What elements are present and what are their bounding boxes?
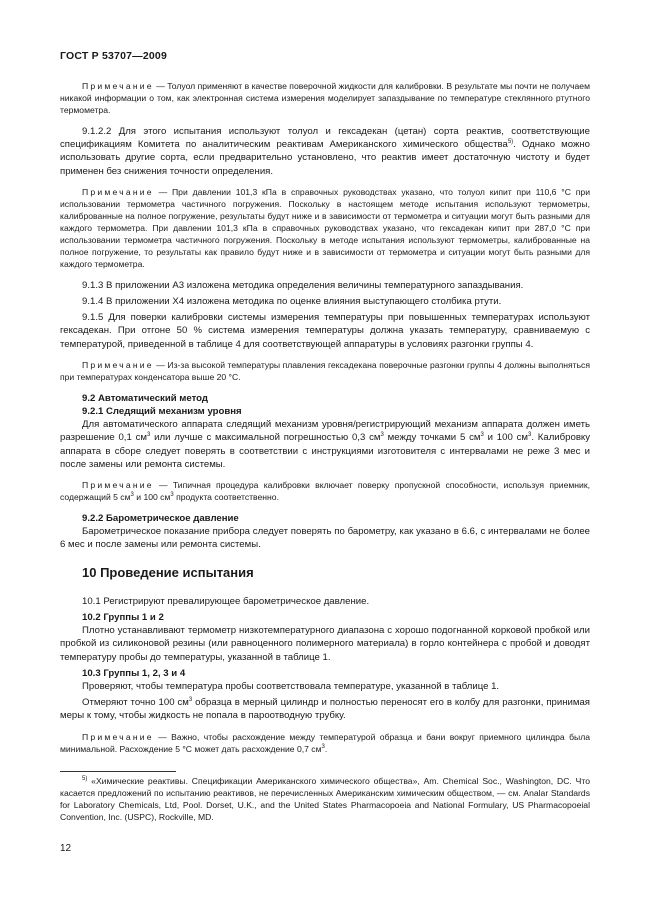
heading-10-3: 10.3 Группы 1, 2, 3 и 4 bbox=[82, 667, 186, 679]
heading-9-2-1: 9.2.1 Следящий механизм уровня bbox=[82, 406, 242, 418]
note-label: Примечание bbox=[82, 731, 154, 742]
document-header: ГОСТ Р 53707—2009 bbox=[60, 50, 168, 62]
paragraph-9-1-5: 9.1.5 Для поверки калибровки системы измерения температуры при повышенных температурах используют гексадекан. При отгоне 50 % система измерения температуры должна указать температуру, сравниваемую с температурой, приведенной в таблице 4 для соответствующей аппаратуры в условиях разгонки группы 4. bbox=[60, 312, 590, 350]
paragraph-10-1: 10.1 Регистрируют превалирующее барометрическое давление. bbox=[82, 595, 370, 607]
paragraph-9-1-2-2: 9.1.2.2 Для этого испытания используют толуол и гексадекан (цетан) сорта реактив, соответствующие спецификациям Комитета по аналитическим реактивам Американского химического общества$^{5)}$. Однако можно использовать другие сорта, если предварительно установлено, что реактив имеет достаточную чистоту и будет применен без снижения точности определения. bbox=[60, 126, 590, 177]
footnote-divider bbox=[60, 771, 176, 772]
heading-9-2-2: 9.2.2 Барометрическое давление bbox=[82, 513, 239, 525]
paragraph-9-1-4: 9.1.4 В приложении Х4 изложена методика по оценке влияния выступающего столбика ртути. bbox=[82, 296, 502, 308]
heading-10-2: 10.2 Группы 1 и 2 bbox=[82, 612, 164, 624]
note-2: Примечание — При давлении 101,3 кПа в справочных руководствах указано, что толуол кипит при 110,6 °С при использовании термометра частичного погружения. Поскольку в настоящем методе испытания используют термометры, калиброванные на полное погружение, результаты будут ниже и в зависимости от термометра и ситуации могут быть разными для каждого термометра. При давлении 101,3 кПа в справочных руководствах указано, что гексадекан кипит при 287,0 °С при использовании термометра частичного погружения. Поскольку в методе испытания используют термометры, калиброванные на полное погружение, то результаты как правило будут ниже и в зависимости от термометра и ситуации могут быть разными для каждого термометра. bbox=[60, 186, 590, 269]
footnote-mark: 5) bbox=[82, 776, 88, 782]
note-label: Примечание bbox=[82, 186, 154, 197]
note-4: Примечание — Типичная процедура калибровки включает поверку пропускной способности, используя приемник, содержащий 5 $см^3$ и 100 $см^3$ продукта соответственно. bbox=[60, 480, 590, 503]
page-content bbox=[60, 80, 590, 764]
note-label: Примечание bbox=[82, 81, 154, 91]
paragraph-9-2-2: Барометрическое показание прибора следует поверять по барометру, как указано в 6.6, с интервалами не более 6 мес и после замены или ремонта системы. bbox=[60, 526, 590, 551]
paragraph-9-1-3: 9.1.3 В приложении А3 изложена методика определения величины температурного запаздывания. bbox=[82, 279, 524, 291]
footnote-ref: 5) bbox=[507, 139, 514, 146]
paragraph-10-3-b: Отмеряют точно 100 $см^3$ образца в мерный цилиндр и полностью переносят его в колбу для разгонки, принимая меры к тому, чтобы жидкость не попала в пароотводную трубку. bbox=[60, 697, 590, 722]
note-1: Примечание — Толуол применяют в качестве поверочной жидкости для калибровки. В результате мы почти не получаем никакой информации о том, как электронная система измерения моделирует запаздывание по температуре стеклянного ртутного термометра. bbox=[60, 81, 590, 115]
footnote: $^{5)}$ «Химические реактивы. Спецификации Американского химического общества», Am. Chemical Soc., Washington, DC. Что касается предложений по испытанию реактивов, не перечисленных Американским химическим обществом, — см. Analar Standards for Laboratory Chemicals, Ltd, Pool. Dorset, U.K., and the United States Pharmacopoeia and National Formulary, US Pharmacopoeial Convention, Inc. (USPC), Rockville, MD. bbox=[60, 776, 590, 822]
heading-9-2: 9.2 Автоматический метод bbox=[82, 392, 208, 404]
note-3: Примечание — Из-за высокой температуры плавления гексадекана поверочные разгонки группы 4 должны выполняться при температурах конденсатора выше 20 °С. bbox=[60, 359, 590, 382]
section-heading-10: 10 Проведение испытания bbox=[82, 564, 254, 580]
paragraph-10-3-a: Проверяют, чтобы температура пробы соответствовала температуре, указанной в таблице 1. bbox=[82, 681, 500, 693]
note-5: Примечание — Важно, чтобы расхождение между температурой образца и бани вокруг приемного цилиндра была минимальной. Расхождение 5 °С может дать расхождение 0,7 $см^3$. bbox=[60, 731, 590, 754]
note-label: Примечание bbox=[82, 359, 154, 370]
note-label: Примечание bbox=[82, 480, 154, 491]
page-number: 12 bbox=[60, 843, 72, 854]
paragraph-9-2-1: Для автоматического аппарата следящий механизм уровня/регистрирующий механизм аппарата должен иметь разрешение 0,1 $см^3$ или лучше с максимальной погрешностью 0,3 $см^3$ между точками 5 $см^3$ и 100 $см^3$. Калибровку аппарата в сборе следует поверять в соответствии с инструкциями изготовителя с интервалами не реже 3 мес и после замены или ремонта системы. bbox=[60, 419, 591, 470]
paragraph-10-2: Плотно устанавливают термометр низкотемпературного диапазона с хорошо подогнанной корковой пробкой или пробкой из силиконовой резины (или равноценного полимерного материала) в горло контейнера с пробой и доводят температуру пробы до температуры, указанной в таблице 1. bbox=[60, 625, 590, 663]
